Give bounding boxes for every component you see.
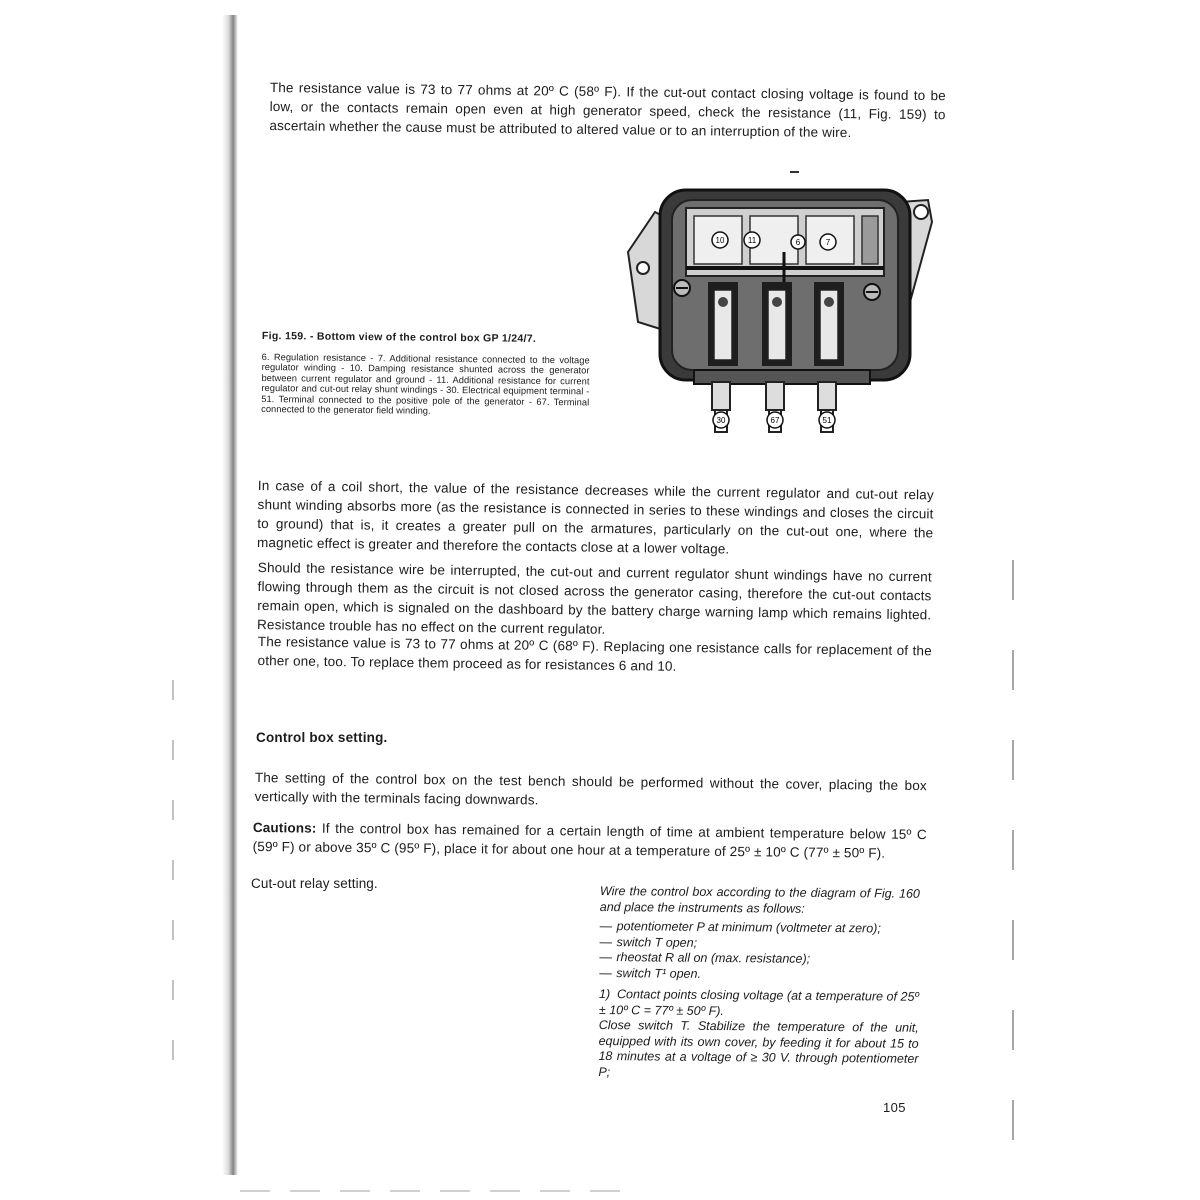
cautions-label: Cautions: bbox=[252, 819, 317, 836]
list-dash: — bbox=[599, 965, 612, 980]
paragraph-resistance-value: The resistance value is 73 to 77 ohms at 20º C (58º F). If the cut-out contact closing voltage is found to be low, or the contacts remain open even at high generator speed, check the resistance (11, Fig. 159) to ascertain whether the cause must be attributed to altered value or to an interruption of the wire. bbox=[269, 79, 946, 141]
svg-text:6: 6 bbox=[795, 238, 801, 247]
list-item: — switch T open; bbox=[599, 934, 698, 950]
label-10 bbox=[712, 232, 728, 248]
figure-caption-body: 6. Regulation resistance - 7. Additional resistance connected to the voltage regulator winding - 10. Damping resistance shunted across the generator between current regulator and ground - 11. Additional resistance for current regulator and cut-out relay shunt windings - 30. Electrical equipment terminal - 51. Terminal connected to the positive pole of the generator - 67. Terminal connected to the generator field winding. bbox=[261, 351, 590, 416]
heading-control-box-setting: Control box setting. bbox=[256, 730, 388, 745]
paragraph-wire-interrupted: Should the resistance wire be interrupted, the cut-out and current regulator shunt windings have no current flowing through them as the circuit is not closed across the generator casing, therefore the cut-out contacts remain open, which is signaled on the dashboard by the battery charge warning lamp which remains lighted. Resistance trouble has no effect on the current regulator. bbox=[256, 559, 932, 637]
procedure-intro: Wire the control box according to the diagram of Fig. 160 and place the instruments as follows: bbox=[599, 884, 920, 916]
procedure-column bbox=[598, 884, 920, 1083]
svg-text:7: 7 bbox=[825, 238, 831, 247]
svg-text:30: 30 bbox=[716, 416, 726, 425]
list-dash: — bbox=[599, 949, 612, 965]
scan-artifact-bottom bbox=[240, 1190, 640, 1192]
step-1-title: 1) Contact points closing voltage (at a temperature of 25º ± 10º C = 77º ± 50º F). bbox=[598, 986, 920, 1018]
label-51 bbox=[819, 412, 835, 428]
figure-control-box bbox=[610, 182, 945, 440]
paragraph-cautions bbox=[253, 818, 927, 863]
step-1-body: Close switch T. Stabilize the temperature of the unit, equipped with its own cover, by feeding it for about 15 to 18 minutes at a voltage of ≥ 30 V. through potentiometer P; bbox=[598, 1017, 919, 1079]
cautions-body: If the control box has remained for a certain length of time at ambient temperature below 15º C (59º F) or above 35º C (95º F), place it for about one hour at a temperature of 25º ± 10º C (77º ± 50º F). bbox=[252, 820, 927, 861]
svg-text:67: 67 bbox=[770, 416, 780, 425]
scan-artifact-right bbox=[1012, 560, 1014, 1190]
label-11 bbox=[744, 232, 760, 248]
step-1-number: 1) bbox=[598, 986, 611, 1002]
scan-binding-shadow bbox=[222, 15, 238, 1175]
control-box-illustration bbox=[610, 182, 945, 440]
list-dash: — bbox=[599, 918, 613, 934]
page-number: 105 bbox=[883, 1100, 906, 1115]
figure-caption bbox=[261, 330, 590, 418]
scan-mark bbox=[790, 171, 799, 173]
paragraph-resistance-replacement: The resistance value is 73 to 77 ohms at 20º C (68º F). Replacing one resistance calls for replacement of the other one, too. To replace them proceed as for resistances 6 and 10. bbox=[257, 633, 932, 674]
label-7 bbox=[820, 234, 836, 250]
heading-cutout-relay-setting: Cut-out relay setting. bbox=[251, 876, 378, 891]
label-67 bbox=[767, 412, 783, 428]
svg-text:10: 10 bbox=[715, 236, 725, 245]
list-dash: — bbox=[599, 934, 613, 949]
label-6 bbox=[791, 235, 805, 249]
svg-text:11: 11 bbox=[747, 236, 757, 245]
list-item: — switch T¹ open. bbox=[599, 965, 702, 981]
scan-artifact-left bbox=[172, 680, 174, 1100]
label-30 bbox=[713, 412, 729, 428]
paragraph-coil-short: In case of a coil short, the value of the resistance decreases while the current regulator and cut-out relay shunt winding absorbs more (as the resistance is connected in series to these windings and closes the circuit to ground) that is, it creates a greater pull on the armatures, particularly on the cut-out one, where the magnetic effect is greater and therefore the contacts close at a lower voltage. bbox=[256, 477, 934, 557]
paragraph-test-bench-setup: The setting of the control box on the test bench should be performed without the cover, placing the box vertically with the terminals facing downwards. bbox=[254, 769, 927, 808]
instrument-list bbox=[599, 919, 920, 984]
list-item: — potentiometer P at minimum (voltmeter at zero); bbox=[599, 918, 881, 936]
list-item: — rheostat R all on (max. resistance); bbox=[599, 949, 811, 966]
figure-caption-title: Fig. 159. - Bottom view of the control box GP 1/24/7. bbox=[261, 330, 537, 345]
svg-text:51: 51 bbox=[822, 416, 832, 425]
